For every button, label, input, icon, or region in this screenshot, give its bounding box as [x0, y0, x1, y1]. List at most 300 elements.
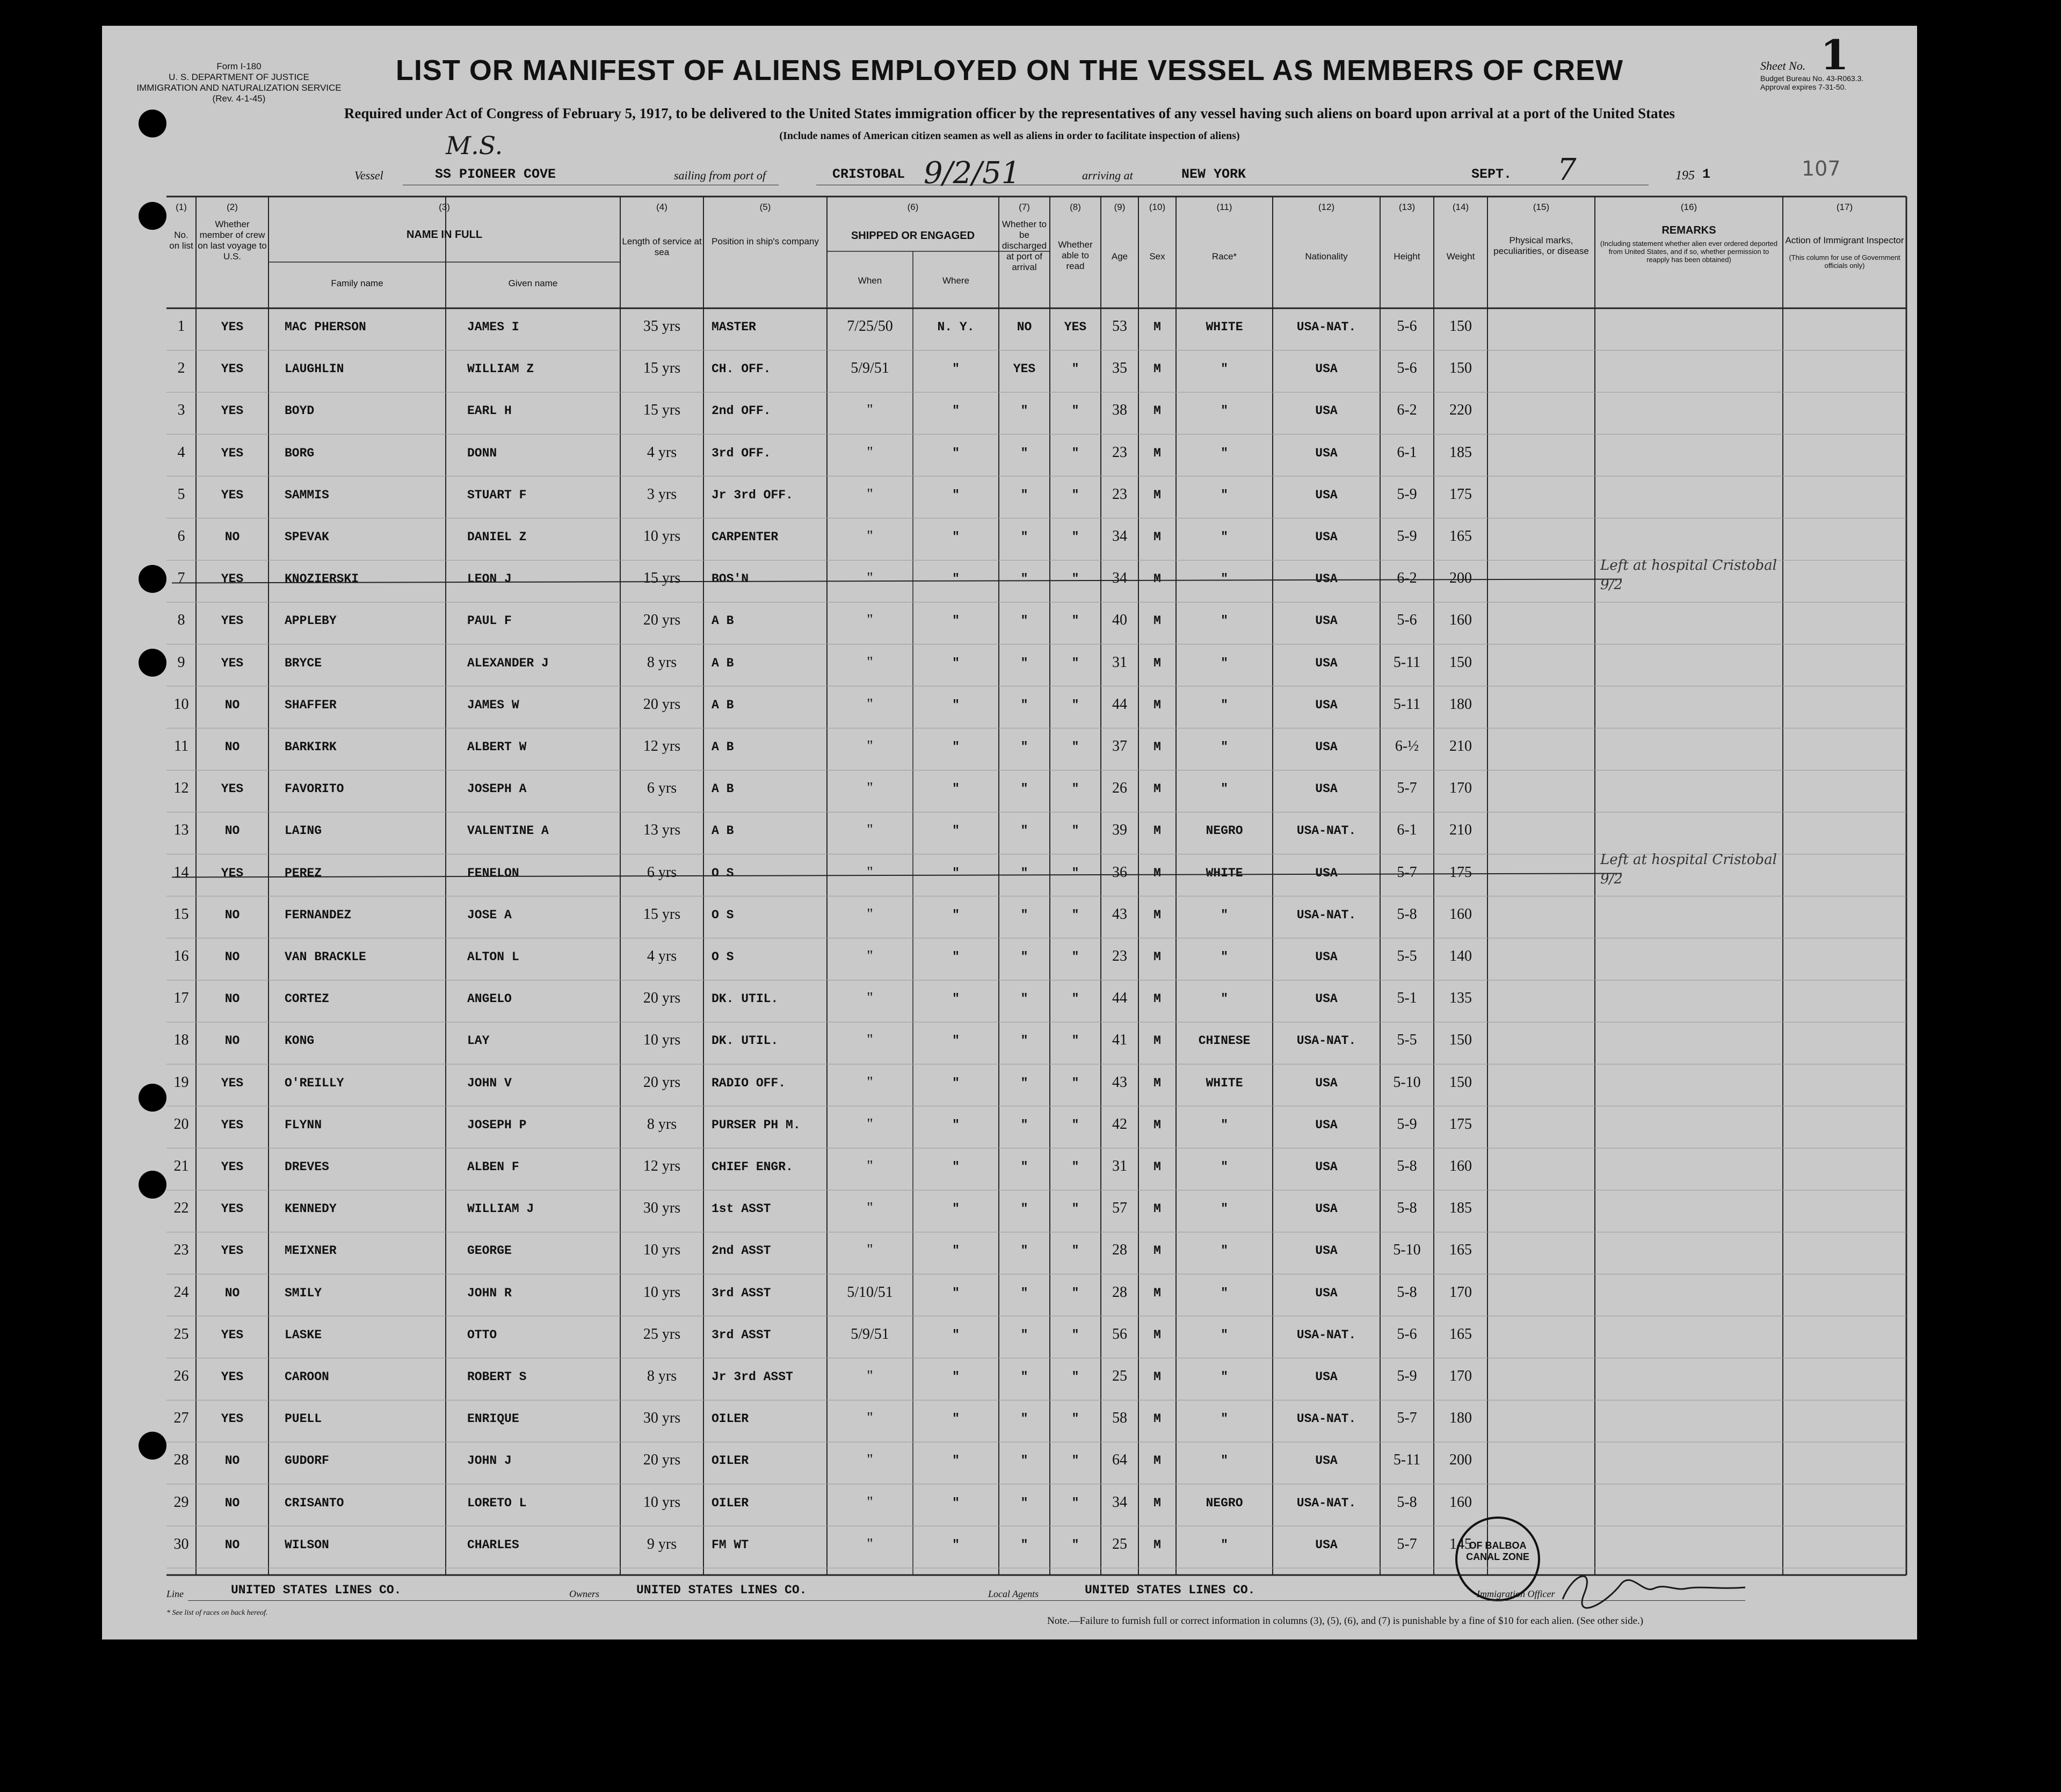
cell-height: 5-9 — [1397, 528, 1417, 545]
cell-prev: NO — [224, 950, 240, 964]
cell-discharge: " — [1020, 1412, 1028, 1426]
cell-position: A B — [712, 740, 734, 754]
cell-prev: NO — [224, 1034, 240, 1048]
cell-where: " — [952, 1454, 960, 1468]
cell-read: " — [1071, 1286, 1079, 1300]
cell-family: CRISANTO — [285, 1496, 344, 1510]
cell-when: " — [867, 1493, 873, 1511]
cell-service: 4 yrs — [647, 444, 677, 461]
cell-family: LAUGHLIN — [285, 362, 344, 376]
cell-weight: 180 — [1449, 695, 1472, 713]
cell-where: " — [952, 824, 960, 838]
cell-height: 5-7 — [1397, 1535, 1417, 1552]
column-14-number: (14) — [1452, 202, 1469, 212]
cell-no: 6 — [177, 528, 185, 545]
cell-height: 6-½ — [1395, 738, 1419, 754]
cell-family: CAROON — [285, 1370, 329, 1384]
cell-weight: 135 — [1449, 990, 1472, 1007]
cell-nationality: USA-NAT. — [1296, 1496, 1356, 1510]
cell-discharge: " — [1020, 1034, 1028, 1048]
cell-position: Jr 3rd ASST — [712, 1370, 793, 1384]
cell-given: WILLIAM Z — [467, 362, 534, 376]
column-1-heading: No. on list — [169, 230, 193, 251]
shipped-where-heading: Where — [942, 275, 970, 286]
cell-prev: YES — [221, 1160, 244, 1174]
cell-no: 24 — [173, 1283, 189, 1301]
cell-where: " — [952, 782, 960, 796]
page-title: LIST OR MANIFEST OF ALIENS EMPLOYED ON THE VESSEL AS MEMBERS OF CREW — [395, 54, 1624, 86]
cell-age: 44 — [1112, 990, 1127, 1007]
cell-given: WILLIAM J — [467, 1202, 534, 1216]
cell-discharge: " — [1020, 1327, 1028, 1342]
cell-service: 20 yrs — [643, 695, 681, 713]
cell-no: 5 — [177, 485, 185, 503]
cell-given: PAUL F — [467, 614, 512, 628]
cell-sex: M — [1153, 1286, 1161, 1300]
binder-hole — [139, 1084, 166, 1112]
cell-race: " — [1221, 1118, 1228, 1132]
cell-prev: YES — [221, 1370, 244, 1384]
cell-family: FLYNN — [285, 1118, 322, 1132]
cell-service: 8 yrs — [647, 654, 677, 671]
form-service: IMMIGRATION AND NATURALIZATION SERVICE — [136, 83, 342, 93]
cell-family: FERNANDEZ — [285, 908, 352, 922]
cell-prev: YES — [221, 782, 244, 796]
cell-read: " — [1071, 950, 1079, 964]
agents-value: UNITED STATES LINES CO. — [1085, 1583, 1256, 1597]
cell-age: 56 — [1112, 1325, 1127, 1343]
remark-handwritten: Left at hospital Cristobal 9/2 — [1600, 557, 1777, 593]
cell-position: CHIEF ENGR. — [712, 1160, 793, 1174]
cell-no: 4 — [177, 444, 185, 461]
arrival-year-suffix: 1 — [1702, 166, 1711, 182]
column-14-heading: Weight — [1446, 251, 1475, 262]
cell-nationality: USA — [1315, 1537, 1338, 1552]
column-13-heading: Height — [1394, 251, 1420, 262]
cell-no: 21 — [173, 1158, 189, 1174]
cell-service: 10 yrs — [643, 1242, 681, 1259]
cell-nationality: USA — [1315, 992, 1338, 1006]
cell-position: MASTER — [712, 320, 756, 334]
cell-when: 5/9/51 — [851, 360, 889, 377]
cell-when: " — [867, 1032, 873, 1049]
column-6-number: (6) — [907, 202, 919, 212]
cell-prev: NO — [224, 698, 240, 712]
cell-no: 23 — [173, 1242, 189, 1259]
port-to: NEW YORK — [1181, 166, 1246, 182]
cell-discharge: " — [1020, 488, 1028, 502]
cell-discharge: " — [1020, 1286, 1028, 1300]
cell-nationality: USA — [1315, 950, 1338, 964]
cell-service: 10 yrs — [643, 1283, 681, 1301]
cell-race: " — [1221, 1327, 1228, 1342]
cell-when: " — [867, 402, 873, 419]
owners-value: UNITED STATES LINES CO. — [636, 1583, 807, 1597]
cell-given: FENELON — [467, 866, 519, 880]
column-5-number: (5) — [759, 202, 771, 212]
cell-position: DK. UTIL. — [712, 992, 779, 1006]
cell-service: 8 yrs — [647, 1368, 677, 1384]
cell-given: JOSEPH P — [467, 1118, 527, 1132]
remark-handwritten: Left at hospital Cristobal 9/2 — [1600, 851, 1777, 887]
owners-label: Owners — [569, 1588, 600, 1599]
cell-read: " — [1071, 404, 1079, 418]
cell-race: " — [1221, 362, 1228, 376]
cell-prev: YES — [221, 488, 244, 502]
cell-prev: YES — [221, 1076, 244, 1090]
cell-family: MAC PHERSON — [285, 320, 366, 334]
cell-race: WHITE — [1206, 320, 1243, 334]
cell-age: 57 — [1112, 1200, 1127, 1217]
cell-age: 26 — [1112, 780, 1127, 797]
cell-height: 5-10 — [1393, 1242, 1421, 1259]
vessel-label: Vessel — [354, 169, 383, 182]
cell-prev: NO — [224, 908, 240, 922]
cell-age: 37 — [1112, 738, 1127, 754]
owners-underline — [607, 1600, 1079, 1601]
cell-no: 27 — [173, 1410, 189, 1427]
cell-when: " — [867, 905, 873, 923]
cell-when: " — [867, 1200, 873, 1217]
cell-discharge: " — [1020, 1118, 1028, 1132]
cell-sex: M — [1153, 1370, 1161, 1384]
cell-sex: M — [1153, 740, 1161, 754]
cell-weight: 185 — [1449, 1200, 1472, 1217]
cell-discharge: " — [1020, 1496, 1028, 1510]
cell-race: " — [1221, 1412, 1228, 1426]
cell-weight: 165 — [1449, 1242, 1472, 1259]
form-revision: (Rev. 4-1-45) — [212, 93, 266, 104]
cell-weight: 150 — [1449, 318, 1472, 335]
cell-sex: M — [1153, 362, 1161, 376]
cell-when: " — [867, 1073, 873, 1091]
cell-read: " — [1071, 782, 1079, 796]
cell-where: " — [952, 572, 960, 586]
form-number: Form I-180 — [216, 61, 262, 71]
cell-sex: M — [1153, 656, 1161, 670]
cell-weight: 150 — [1449, 1032, 1472, 1049]
cell-where: " — [952, 1286, 960, 1300]
cell-nationality: USA — [1315, 614, 1338, 628]
cell-given: ROBERT S — [467, 1370, 527, 1384]
cell-family: GUDORF — [285, 1454, 329, 1468]
cell-discharge: " — [1020, 1160, 1028, 1174]
requirement-text: Required under Act of Congress of February 5, 1917, to be delivered to the United States immigration officer by the representatives of any vessel having such aliens on board upon arrival at a port of the United States — [344, 105, 1675, 121]
cell-nationality: USA — [1315, 1202, 1338, 1216]
penalty-note: Note.—Failure to furnish full or correct information in columns (3), (5), (6), and (7) is punishable by a fine of $10 for each alien. (See other side.) — [1047, 1615, 1644, 1627]
cell-when: 5/9/51 — [851, 1325, 889, 1343]
cell-discharge: " — [1020, 992, 1028, 1006]
cell-race: " — [1221, 1202, 1228, 1216]
cell-service: 10 yrs — [643, 1493, 681, 1511]
cell-weight: 210 — [1449, 822, 1472, 839]
cell-where: " — [952, 1537, 960, 1552]
cell-when: 5/10/51 — [847, 1283, 893, 1301]
cell-when: " — [867, 570, 873, 587]
cell-service: 12 yrs — [643, 738, 681, 754]
cell-when: " — [867, 1158, 873, 1174]
cell-discharge: " — [1020, 1537, 1028, 1552]
cell-given: OTTO — [467, 1327, 497, 1342]
agents-underline — [1063, 1600, 1482, 1601]
cell-read: " — [1071, 572, 1079, 586]
cell-when: " — [867, 948, 873, 964]
cell-given: JAMES I — [467, 320, 519, 334]
cell-read: " — [1071, 1202, 1079, 1216]
cell-sex: M — [1153, 446, 1161, 460]
cell-nationality: USA — [1315, 1244, 1338, 1258]
cell-nationality: USA-NAT. — [1296, 908, 1356, 922]
cell-when: " — [867, 990, 873, 1007]
cell-where: " — [952, 404, 960, 418]
cell-discharge: " — [1020, 530, 1028, 544]
cell-age: 42 — [1112, 1115, 1127, 1133]
cell-read: " — [1071, 1034, 1079, 1048]
cell-age: 28 — [1112, 1283, 1127, 1301]
cell-no: 29 — [173, 1493, 189, 1511]
cell-weight: 145 — [1449, 1535, 1472, 1552]
cell-prev: NO — [224, 1537, 240, 1552]
cell-height: 5-6 — [1397, 1325, 1417, 1343]
cell-family: LASKE — [285, 1327, 322, 1342]
sailing-label: sailing from port of — [674, 169, 766, 182]
cell-family: CORTEZ — [285, 992, 329, 1006]
cell-given: ALEXANDER J — [467, 656, 549, 670]
cell-where: " — [952, 698, 960, 712]
cell-family: BOYD — [285, 404, 315, 418]
cell-nationality: USA — [1315, 446, 1338, 460]
cell-family: BORG — [285, 446, 315, 460]
cell-nationality: USA — [1315, 782, 1338, 796]
cell-where: " — [952, 1496, 960, 1510]
column-16-number: (16) — [1680, 202, 1697, 212]
cell-family: FAVORITO — [285, 782, 344, 796]
given-name-heading: Given name — [508, 278, 558, 288]
sheet-no-label: Sheet No. — [1760, 59, 1806, 72]
include-note: (Include names of American citizen seamen as well as aliens in order to facilitate inspection of aliens) — [779, 130, 1240, 142]
cell-age: 64 — [1112, 1452, 1127, 1469]
cell-sex: M — [1153, 908, 1161, 922]
cell-weight: 150 — [1449, 1073, 1472, 1091]
cell-where: " — [952, 1244, 960, 1258]
cell-no: 7 — [177, 570, 185, 587]
cell-race: " — [1221, 656, 1228, 670]
cell-height: 5-6 — [1397, 612, 1417, 629]
officer-label: Immigration Officer — [1477, 1588, 1555, 1599]
cell-position: O S — [712, 950, 734, 964]
cell-position: 3rd ASST — [712, 1327, 771, 1342]
cell-prev: NO — [224, 824, 240, 838]
cell-sex: M — [1153, 404, 1161, 418]
cell-family: DREVES — [285, 1160, 329, 1174]
cell-sex: M — [1153, 1202, 1161, 1216]
line-underline — [188, 1600, 628, 1601]
cell-no: 11 — [174, 738, 188, 754]
cell-height: 5-10 — [1393, 1073, 1421, 1091]
cell-no: 8 — [177, 612, 185, 629]
column-10-number: (10) — [1149, 202, 1166, 212]
cell-position: CARPENTER — [712, 530, 779, 544]
cell-race: " — [1221, 698, 1228, 712]
cell-position: 2nd ASST — [712, 1244, 771, 1258]
cell-nationality: USA-NAT. — [1296, 824, 1356, 838]
cell-race: " — [1221, 1454, 1228, 1468]
family-name-heading: Family name — [331, 278, 383, 288]
cell-height: 5-1 — [1397, 990, 1417, 1007]
cell-weight: 175 — [1449, 485, 1472, 503]
cell-position: 1st ASST — [712, 1202, 771, 1216]
cell-height: 5-8 — [1397, 1283, 1417, 1301]
cell-height: 5-6 — [1397, 360, 1417, 377]
cell-service: 3 yrs — [647, 485, 677, 503]
cell-position: A B — [712, 824, 734, 838]
cell-height: 6-2 — [1397, 570, 1417, 587]
cell-family: PEREZ — [285, 866, 322, 880]
cell-discharge: " — [1020, 1454, 1028, 1468]
cell-no: 18 — [173, 1032, 189, 1049]
cell-service: 20 yrs — [643, 990, 681, 1007]
cell-discharge: " — [1020, 782, 1028, 796]
vessel-name: SS PIONEER COVE — [435, 166, 556, 182]
cell-age: 58 — [1112, 1410, 1127, 1427]
cell-nationality: USA — [1315, 488, 1338, 502]
cell-age: 43 — [1112, 905, 1127, 923]
cell-height: 5-7 — [1397, 864, 1417, 881]
cell-family: LAING — [285, 824, 322, 838]
cell-height: 5-5 — [1397, 948, 1417, 964]
cell-position: PURSER PH M. — [712, 1118, 801, 1132]
cell-no: 13 — [173, 822, 189, 839]
cell-where: " — [952, 908, 960, 922]
cell-race: " — [1221, 1160, 1228, 1174]
cell-given: ALTON L — [467, 950, 519, 964]
cell-weight: 170 — [1449, 780, 1472, 797]
column-7-number: (7) — [1019, 202, 1030, 212]
cell-family: SAMMIS — [285, 488, 329, 502]
cell-read: " — [1071, 1412, 1079, 1426]
cell-when: " — [867, 1410, 873, 1427]
cell-service: 20 yrs — [643, 1073, 681, 1091]
cell-position: O S — [712, 908, 734, 922]
cell-age: 34 — [1112, 1493, 1127, 1511]
cell-read: " — [1071, 1327, 1079, 1342]
cell-family: BARKIRK — [285, 740, 337, 754]
cell-nationality: USA — [1315, 1370, 1338, 1384]
cell-given: ALBEN F — [467, 1160, 519, 1174]
cell-family: SMILY — [285, 1286, 322, 1300]
cell-discharge: " — [1020, 740, 1028, 754]
cell-race: " — [1221, 1370, 1228, 1384]
arrival-year-prefix: 195 — [1675, 169, 1695, 183]
column-11-heading: Race* — [1211, 251, 1237, 262]
cell-sex: M — [1153, 1076, 1161, 1090]
cell-read: YES — [1064, 320, 1087, 334]
cell-sex: M — [1153, 572, 1161, 586]
cell-read: " — [1071, 1076, 1079, 1090]
cell-where: " — [952, 1327, 960, 1342]
manifest-sheet — [102, 26, 1917, 1639]
agents-label: Local Agents — [988, 1588, 1039, 1599]
cell-no: 15 — [173, 905, 189, 923]
cell-height: 5-8 — [1397, 1200, 1417, 1217]
cell-sex: M — [1153, 698, 1161, 712]
cell-where: " — [952, 362, 960, 376]
cell-given: JOHN V — [467, 1076, 512, 1090]
cell-height: 6-2 — [1397, 402, 1417, 419]
cell-when: " — [867, 485, 873, 503]
cell-age: 31 — [1112, 654, 1127, 671]
cell-height: 6-1 — [1397, 444, 1417, 461]
cell-weight: 180 — [1449, 1410, 1472, 1427]
cell-race: " — [1221, 572, 1228, 586]
cell-weight: 175 — [1449, 864, 1472, 881]
cell-where: " — [952, 530, 960, 544]
cell-service: 35 yrs — [643, 318, 681, 335]
cell-service: 15 yrs — [643, 402, 681, 419]
cell-read: " — [1071, 1496, 1079, 1510]
cell-discharge: NO — [1017, 320, 1032, 334]
cell-no: 14 — [173, 864, 189, 881]
cell-given: ANGELO — [467, 992, 512, 1006]
cell-weight: 210 — [1449, 738, 1472, 754]
cell-when: " — [867, 654, 873, 671]
cell-sex: M — [1153, 488, 1161, 502]
cell-when: " — [867, 1452, 873, 1469]
line-label: Line — [166, 1588, 184, 1599]
cell-race: NEGRO — [1206, 1496, 1243, 1510]
cell-height: 5-11 — [1393, 695, 1421, 713]
cell-nationality: USA — [1315, 740, 1338, 754]
cell-given: LORETO L — [467, 1496, 527, 1510]
cell-nationality: USA-NAT. — [1296, 320, 1356, 334]
cell-weight: 170 — [1449, 1283, 1472, 1301]
cell-age: 23 — [1112, 485, 1127, 503]
cell-position: DK. UTIL. — [712, 1034, 779, 1048]
cell-race: WHITE — [1206, 866, 1243, 880]
cell-where: " — [952, 1076, 960, 1090]
cell-read: " — [1071, 908, 1079, 922]
cell-where: " — [952, 446, 960, 460]
cell-read: " — [1071, 1160, 1079, 1174]
cell-weight: 220 — [1449, 402, 1472, 419]
cell-weight: 160 — [1449, 905, 1472, 923]
arrival-day: 7 — [1557, 153, 1577, 187]
cell-position: A B — [712, 614, 734, 628]
column-17-heading: Action of Immigrant Inspector — [1785, 235, 1904, 245]
column-15-number: (15) — [1533, 202, 1550, 212]
cell-service: 15 yrs — [643, 570, 681, 587]
form-department: U. S. DEPARTMENT OF JUSTICE — [169, 72, 309, 82]
cell-given: LAY — [467, 1034, 490, 1048]
cell-sex: M — [1153, 992, 1161, 1006]
cell-where: " — [952, 740, 960, 754]
cell-prev: NO — [224, 1496, 240, 1510]
cell-no: 9 — [177, 654, 185, 671]
cell-weight: 165 — [1449, 528, 1472, 545]
cell-read: " — [1071, 992, 1079, 1006]
cell-when: " — [867, 1368, 873, 1384]
cell-prev: YES — [221, 1244, 244, 1258]
cell-position: 3rd OFF. — [712, 446, 771, 460]
cell-read: " — [1071, 866, 1079, 880]
cell-when: " — [867, 1115, 873, 1133]
cell-given: JOSE A — [467, 908, 512, 922]
cell-prev: YES — [221, 446, 244, 460]
binder-hole — [139, 1432, 166, 1460]
page-stamp-number: 107 — [1802, 157, 1841, 180]
column-13-number: (13) — [1398, 202, 1416, 212]
cell-read: " — [1071, 446, 1079, 460]
